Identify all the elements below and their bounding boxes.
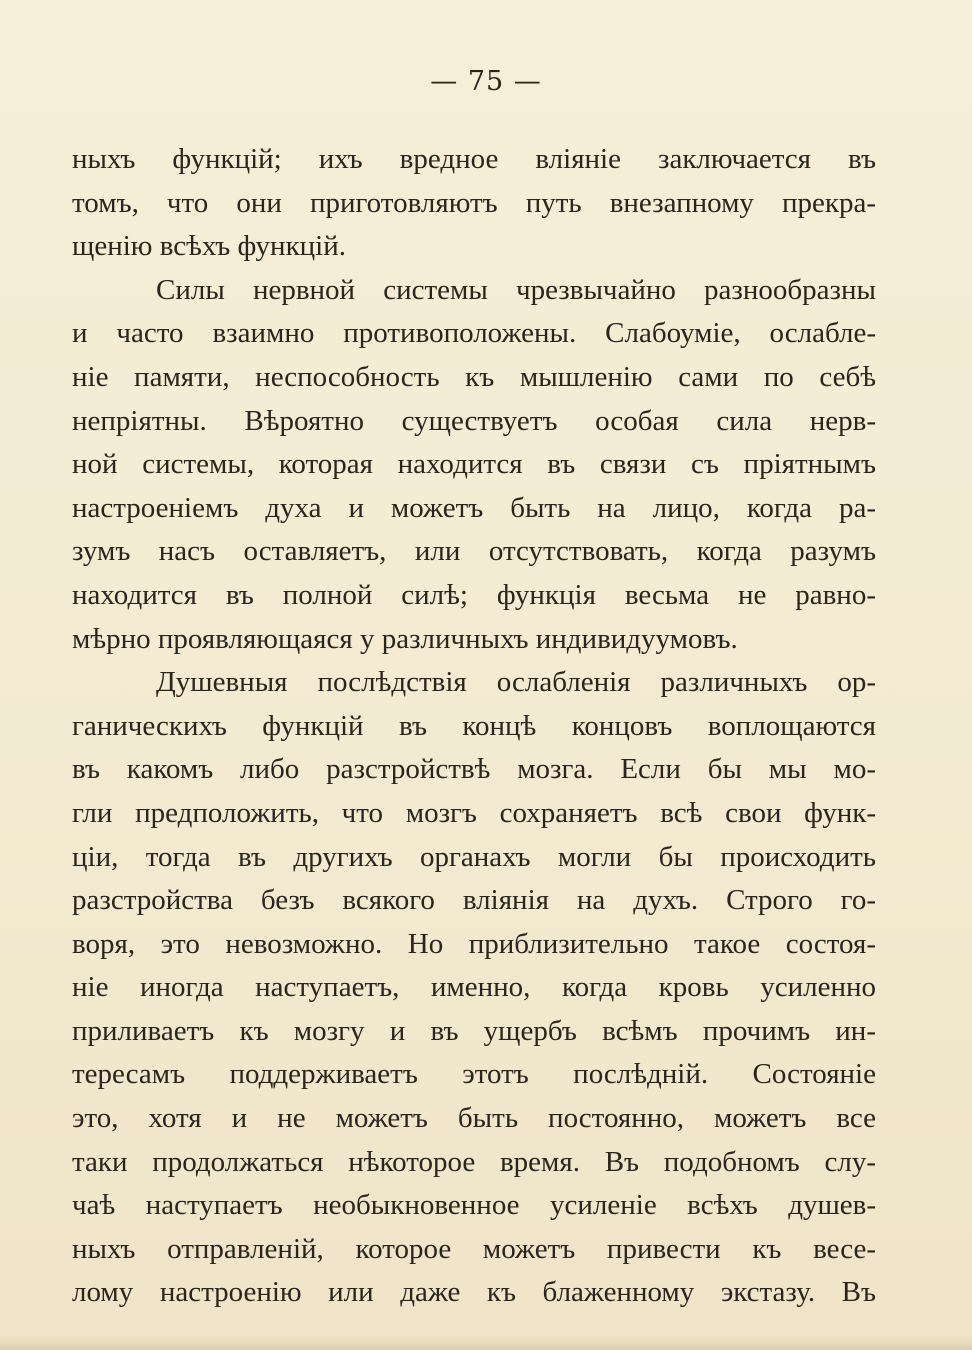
text-line: ныхъ функцій; ихъ вредное вліяніе заключается въ bbox=[72, 143, 876, 175]
text-line: ніе иногда наступаетъ, именно, когда кровь усиленно bbox=[72, 971, 876, 1004]
page-edge bbox=[0, 1336, 972, 1350]
body-text bbox=[72, 138, 876, 1315]
text-line: ніе памяти, неспособность къ мышленію сами по себѣ bbox=[72, 360, 876, 393]
text-line: воря, это невозможно. Но приблизительно такое состоя- bbox=[72, 927, 876, 960]
text-line: ганическихъ функцій въ концѣ концовъ воплощаются bbox=[72, 709, 876, 742]
text-line: мѣрно проявляющаяся у различныхъ индивидуумовъ. bbox=[72, 622, 738, 655]
text-line: ныхъ отправленій, которое можетъ привести къ весе- bbox=[72, 1232, 876, 1265]
text-line: Душевныя послѣдствія ослабленія различныхъ ор- bbox=[156, 666, 876, 699]
text-line: приливаетъ къ мозгу и въ ущербъ всѣмъ прочимъ ин- bbox=[72, 1014, 876, 1047]
text-line: томъ, что они приготовляютъ путь внезапному прекра- bbox=[72, 186, 876, 219]
text-line: ной системы, которая находится въ связи съ пріятнымъ bbox=[72, 448, 876, 481]
text-line: лому настроенію или даже къ блаженному экстазу. Въ bbox=[72, 1276, 876, 1309]
text-line: чаѣ наступаетъ необыкновенное усиленіе всѣхъ душев- bbox=[72, 1189, 876, 1222]
text-line: щенію всѣхъ функцій. bbox=[72, 230, 346, 263]
text-line: ціи, тогда въ другихъ органахъ могли бы происходить bbox=[72, 840, 876, 873]
text-line: тересамъ поддерживаетъ этотъ послѣдній. Состояніе bbox=[72, 1058, 876, 1091]
text-line: таки продолжаться нѣкоторое время. Въ подобномъ слу- bbox=[72, 1145, 876, 1178]
text-line: гли предположить, что мозгъ сохраняетъ всѣ свои функ- bbox=[72, 796, 876, 829]
text-line: зумъ насъ оставляетъ, или отсутствовать, когда разумъ bbox=[72, 535, 876, 568]
text-line: разстройства безъ всякого вліянія на духъ. Строго го- bbox=[72, 884, 876, 917]
text-line: и часто взаимно противоположены. Слабоуміе, ослабле- bbox=[72, 317, 876, 350]
text-line: Силы нервной системы чрезвычайно разнообразны bbox=[156, 273, 876, 306]
page-number: — 75 — bbox=[430, 66, 542, 97]
text-line: находится въ полной силѣ; функція весьма не равно- bbox=[72, 578, 876, 611]
text-line: настроеніемъ духа и можетъ быть на лицо, когда ра- bbox=[72, 491, 876, 524]
text-line: непріятны. Вѣроятно существуетъ особая сила нерв- bbox=[72, 404, 876, 437]
text-line: это, хотя и не можетъ быть постоянно, можетъ все bbox=[72, 1102, 876, 1135]
text-line: въ какомъ либо разстройствѣ мозга. Если бы мы мо- bbox=[72, 753, 876, 786]
